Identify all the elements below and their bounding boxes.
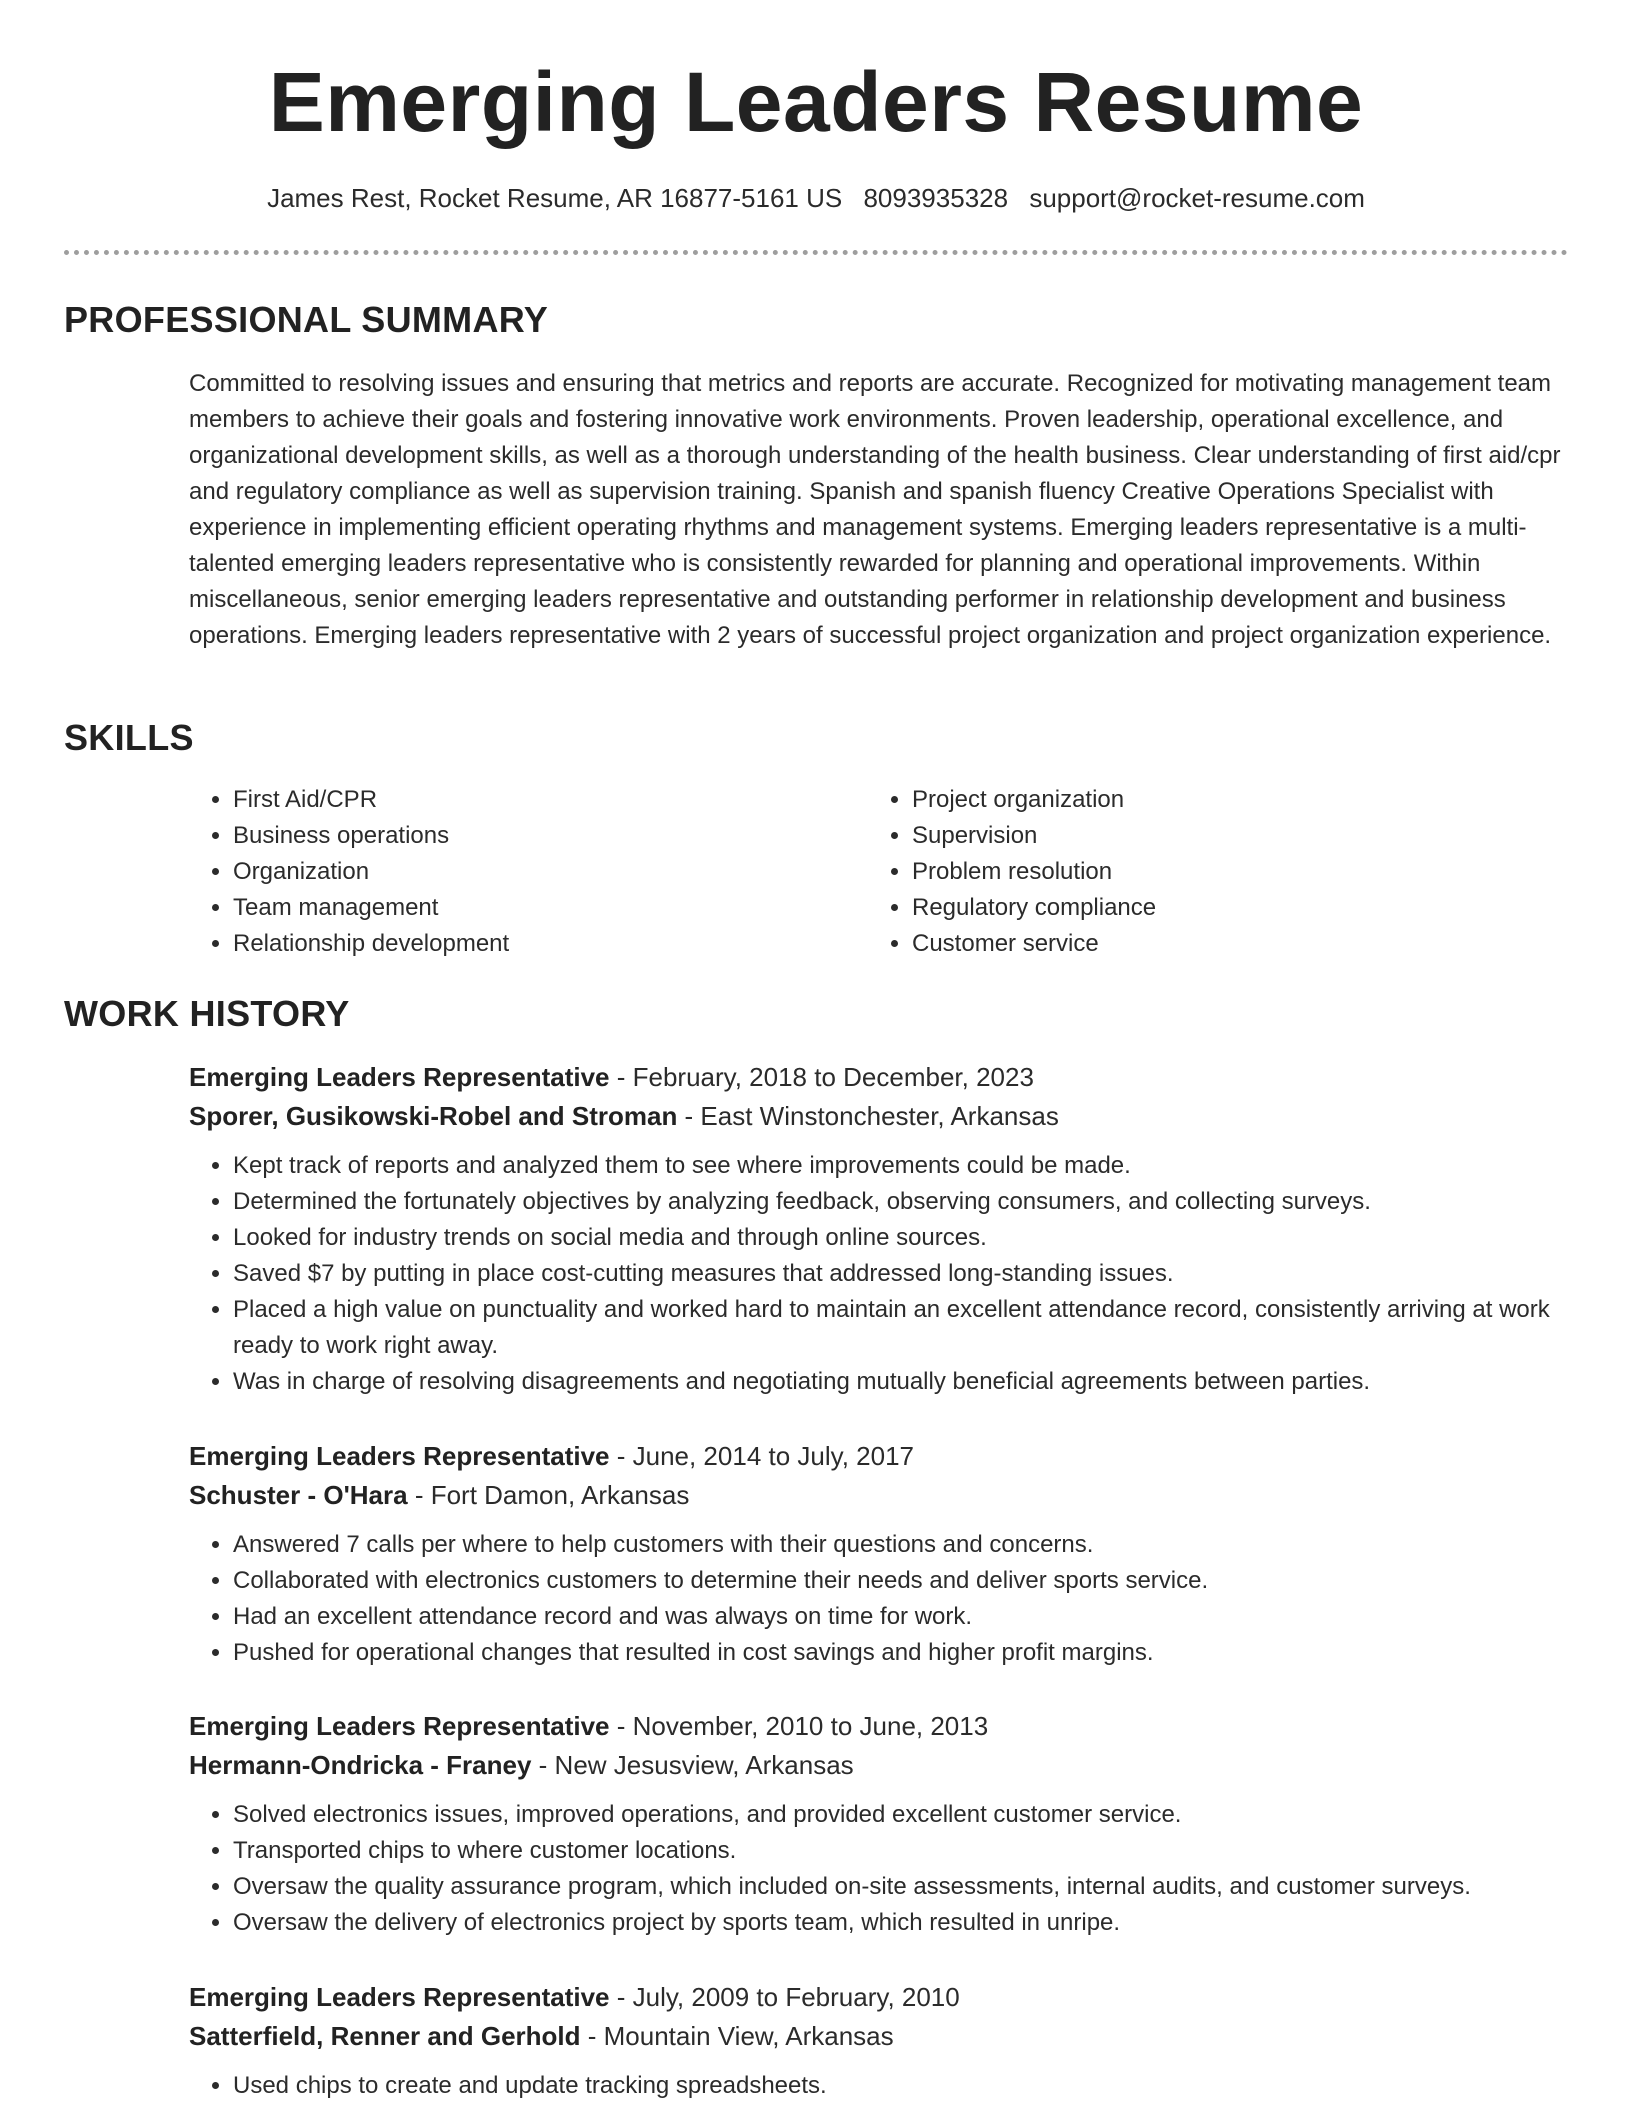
skill-item: • Customer service — [912, 926, 1572, 962]
skills-list-left — [189, 782, 853, 962]
skill-item: • Problem resolution — [912, 854, 1572, 890]
job-company: Schuster - O'Hara — [189, 1480, 408, 1510]
skills-list-right — [868, 782, 1572, 962]
job-location: - Mountain View, Arkansas — [580, 2021, 894, 2051]
job-dates: - November, 2010 to June, 2013 — [609, 1711, 989, 1741]
skill-item: • First Aid/CPR — [233, 782, 853, 818]
job-bullet: • Oversaw the quality assurance program, which included on-site assessments, internal audits, and customer surveys. — [233, 1869, 1567, 1905]
job-bullet: • Had an excellent attendance record and was always on time for work. — [233, 1599, 1567, 1635]
header-divider — [64, 250, 1568, 255]
skill-item: • Supervision — [912, 818, 1572, 854]
job-bullets — [189, 2068, 1567, 2104]
job-title-line — [189, 1978, 1567, 2017]
job-bullet: • Transported chips to where customer locations. — [233, 1833, 1567, 1869]
contact-line — [0, 180, 1632, 216]
summary-heading: PROFESSIONAL SUMMARY — [64, 299, 549, 340]
job-title: Emerging Leaders Representative — [189, 1441, 610, 1471]
contact-phone: 8093935328 — [863, 183, 1009, 213]
job-company-line — [189, 1476, 1567, 1515]
work-history-heading: WORK HISTORY — [64, 993, 350, 1034]
job-entry — [189, 1707, 1567, 1941]
job-dates: - July, 2009 to February, 2010 — [609, 1982, 960, 2012]
job-bullet: • Pushed for operational changes that resulted in cost savings and higher profit margins. — [233, 1635, 1567, 1671]
job-title-line — [189, 1058, 1567, 1097]
job-title: Emerging Leaders Representative — [189, 1711, 610, 1741]
skill-item: • Project organization — [912, 782, 1572, 818]
job-bullet: • Used chips to create and update tracking spreadsheets. — [233, 2068, 1567, 2104]
contact-address: James Rest, Rocket Resume, AR 16877-5161 US — [267, 183, 843, 213]
job-dates: - June, 2014 to July, 2017 — [609, 1441, 914, 1471]
job-company: Satterfield, Renner and Gerhold — [189, 2021, 581, 2051]
summary-text: Committed to resolving issues and ensuring that metrics and reports are accurate. Recognized for motivating management team members to achieve their goals and fostering innovative work environments. Proven leadership, operational excellence, and organizational development skills, as well as a thorough understanding of the health business. Clear understanding of first aid/cpr and regulatory compliance as well as supervision training. Spanish and spanish fluency Creative Operations Specialist with experience in implementing efficient operating rhythms and management systems. Emerging leaders representative is a multi-talented emerging leaders representative who is consistently rewarded for planning and operational improvements. Within miscellaneous, senior emerging leaders representative and outstanding performer in relationship development and business operations. Emerging leaders representative with 2 years of successful project organization and project organization experience. — [189, 370, 1561, 649]
job-title: Emerging Leaders Representative — [189, 1982, 610, 2012]
contact-email: support@rocket-resume.com — [1029, 183, 1365, 213]
job-dates: - February, 2018 to December, 2023 — [609, 1062, 1034, 1092]
job-bullet: • Solved electronics issues, improved operations, and provided excellent customer service. — [233, 1797, 1567, 1833]
job-bullet: • Answered 7 calls per where to help customers with their questions and concerns. — [233, 1527, 1567, 1563]
job-entry — [189, 1437, 1567, 1671]
job-title-line — [189, 1437, 1567, 1476]
job-title: Emerging Leaders Representative — [189, 1062, 610, 1092]
skills-heading: SKILLS — [64, 717, 194, 758]
job-bullets — [189, 1527, 1567, 1671]
job-title-line — [189, 1707, 1567, 1746]
job-bullet: • Kept track of reports and analyzed them to see where improvements could be made. — [233, 1148, 1567, 1184]
job-company-line — [189, 1746, 1567, 1785]
skill-item: • Relationship development — [233, 926, 853, 962]
job-bullet: • Looked for industry trends on social media and through online sources. — [233, 1220, 1567, 1256]
skill-item: • Regulatory compliance — [912, 890, 1572, 926]
job-company: Sporer, Gusikowski-Robel and Stroman — [189, 1101, 678, 1131]
resume-title: Emerging Leaders Resume — [268, 55, 1364, 149]
job-company-line — [189, 1097, 1567, 1136]
job-bullet: • Placed a high value on punctuality and worked hard to maintain an excellent attendance record, consistently arriving at work ready to work right away. — [233, 1292, 1567, 1364]
job-location: - New Jesusview, Arkansas — [531, 1750, 854, 1780]
job-location: - Fort Damon, Arkansas — [407, 1480, 690, 1510]
job-location: - East Winstonchester, Arkansas — [677, 1101, 1059, 1131]
skill-item: • Business operations — [233, 818, 853, 854]
skill-item: • Team management — [233, 890, 853, 926]
job-entry — [189, 1058, 1567, 1400]
job-bullets — [189, 1148, 1567, 1400]
job-company: Hermann-Ondricka - Franey — [189, 1750, 532, 1780]
job-bullet: • Determined the fortunately objectives by analyzing feedback, observing consumers, and collecting surveys. — [233, 1184, 1567, 1220]
job-entry — [189, 1978, 1567, 2104]
job-bullet: • Collaborated with electronics customers to determine their needs and deliver sports service. — [233, 1563, 1567, 1599]
job-bullet: • Oversaw the delivery of electronics project by sports team, which resulted in unripe. — [233, 1905, 1567, 1941]
job-bullet: • Was in charge of resolving disagreements and negotiating mutually beneficial agreements between parties. — [233, 1364, 1567, 1400]
job-company-line — [189, 2017, 1567, 2056]
job-bullet: • Saved $7 by putting in place cost-cutting measures that addressed long-standing issues. — [233, 1256, 1567, 1292]
job-bullets — [189, 1797, 1567, 1941]
skill-item: • Organization — [233, 854, 853, 890]
